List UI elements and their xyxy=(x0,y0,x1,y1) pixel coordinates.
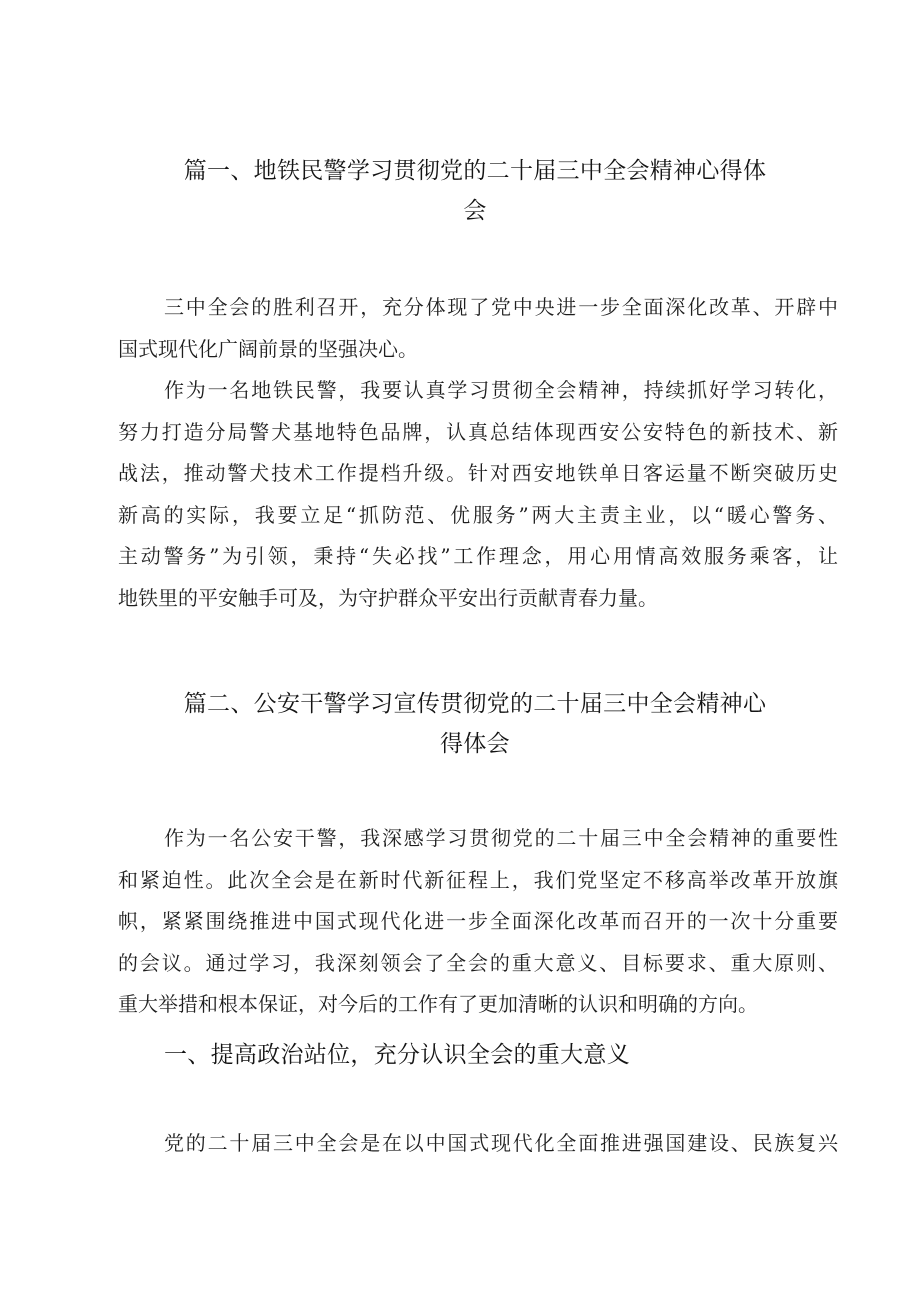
paragraph-line: 新高的实际，我要立足“抓防范、优服务”两大主责主业，以“暖心警务、 xyxy=(118,502,838,527)
paragraph-line: 地铁里的平安触手可及，为守护群众平安出行贡献青春力量。 xyxy=(118,585,658,610)
paragraph-line: 帜，紧紧围绕推进中国式现代化进一步全面深化改革而召开的一次十分重要 xyxy=(118,909,838,933)
paragraph-line: 重大举措和根本保证，对今后的工作有了更加清晰的认识和明确的方向。 xyxy=(118,992,758,1016)
paragraph-line: 主动警务”为引领，秉持“失必找”工作理念，用心用情高效服务乘客，让 xyxy=(118,544,838,568)
section1-title xyxy=(100,151,850,231)
paragraph-line: 的会议。通过学习，我深刻领会了全会的重大意义、目标要求、重大原则、 xyxy=(118,950,838,975)
section2-paragraph-2 xyxy=(118,1123,838,1165)
paragraph-line: 和紧迫性。此次全会是在新时代新征程上，我们党坚定不移高举改革开放旗 xyxy=(118,867,838,892)
paragraph-line: 党的二十届三中全会是在以中国式现代化全面推进强国建设、民族复兴 xyxy=(164,1131,838,1155)
paragraph-line: 努力打造分局警犬基地特色品牌，认真总结体现西安公安特色的新技术、新 xyxy=(118,419,838,444)
paragraph-line: 国式现代化广阔前景的坚强决心。 xyxy=(118,336,418,361)
section1-title-line: 篇一、地铁民警学习贯彻党的二十届三中全会精神心得体 xyxy=(183,158,767,184)
section1-paragraph-2 xyxy=(118,370,838,619)
paragraph-line: 作为一名公安干警，我深感学习贯彻党的二十届三中全会精神的重要性 xyxy=(164,826,838,850)
section2-paragraph-1 xyxy=(118,818,838,1026)
paragraph-line: 战法，推动警犬技术工作提档升级。针对西安地铁单日客运量不断突破历史 xyxy=(118,461,838,485)
paragraph-line: 三中全会的胜利召开，充分体现了党中央进一步全面深化改革、开辟中 xyxy=(164,295,838,319)
section1-title-line: 会 xyxy=(463,198,487,224)
section1-paragraph-1 xyxy=(118,287,838,370)
section2-title xyxy=(100,684,850,764)
section2-subheading: 一、提高政治站位，充分认识全会的重大意义 xyxy=(164,1042,630,1068)
section2-title-line: 篇二、公安干警学习宣传贯彻党的二十届三中全会精神心 xyxy=(183,691,767,717)
section2-title-line: 得体会 xyxy=(440,731,510,757)
paragraph-line: 作为一名地铁民警，我要认真学习贯彻全会精神，持续抓好学习转化， xyxy=(164,378,838,402)
